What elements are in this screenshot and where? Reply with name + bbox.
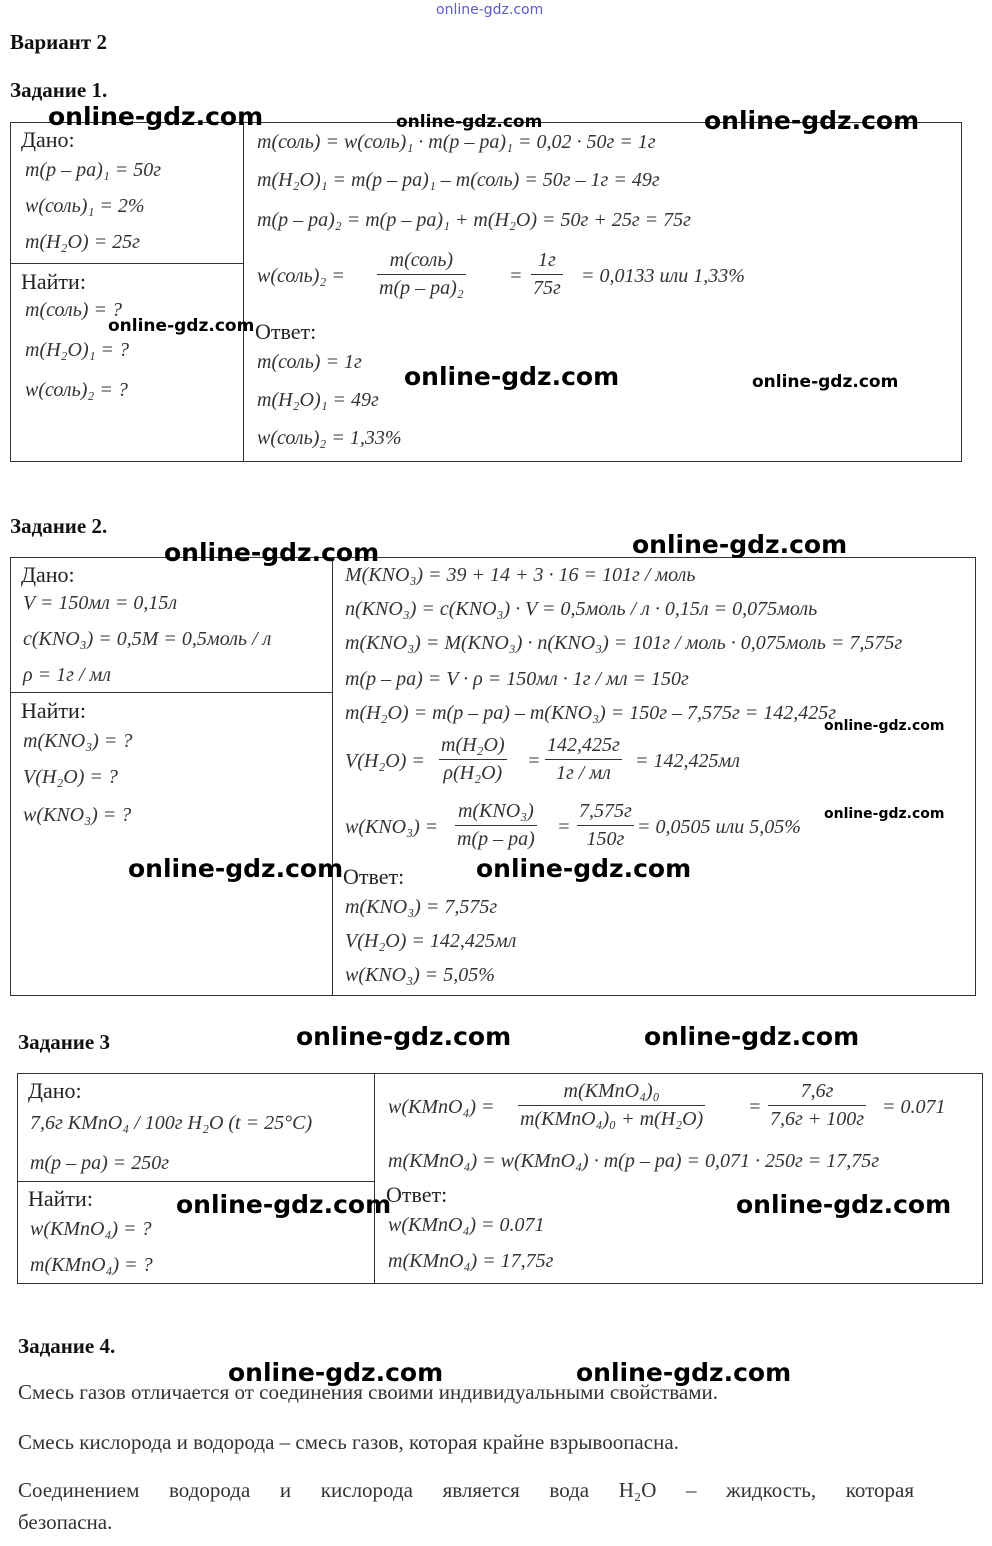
fraction xyxy=(545,734,622,785)
find-item: w(KNO₃) = ? xyxy=(23,804,132,826)
find-item: m(H₂O)₁ = ? xyxy=(25,339,130,361)
fraction-lhs: V(H₂O) = xyxy=(345,750,425,772)
equals-sign: = xyxy=(748,1096,762,1118)
fraction-denominator: m(p – pa) xyxy=(457,828,535,850)
task3-table xyxy=(17,1073,983,1284)
fraction-denominator: ρ(H₂O) xyxy=(443,762,503,784)
fraction-denominator: 75г xyxy=(533,277,561,299)
watermark: online-gdz.com xyxy=(176,1190,392,1219)
solution-line: M(KNO₃) = 39 + 14 + 3 · 16 = 101г / моль xyxy=(345,564,696,586)
watermark: online-gdz.com xyxy=(228,1358,444,1387)
fraction-numerator: 1г xyxy=(531,249,563,275)
given-item: m(H₂O) = 25г xyxy=(25,231,140,253)
answer-label: Ответ: xyxy=(255,319,317,344)
answer-item: m(H₂O)₁ = 49г xyxy=(257,389,379,411)
fraction xyxy=(531,249,563,300)
given-label: Дано: xyxy=(28,1078,82,1103)
answer-item: m(KMnO₄) = 17,75г xyxy=(388,1250,554,1272)
watermark: online-gdz.com xyxy=(736,1190,952,1219)
given-item: ρ = 1г / мл xyxy=(23,664,111,686)
given-label: Дано: xyxy=(21,562,75,587)
find-label: Найти: xyxy=(21,698,86,723)
fraction-result: = 142,425мл xyxy=(635,750,740,772)
fraction-result: = 0.071 xyxy=(882,1096,946,1118)
table-divider xyxy=(374,1074,375,1283)
variant-title: Вариант 2 xyxy=(10,30,107,54)
watermark: online-gdz.com xyxy=(164,538,380,567)
fraction-numerator: m(KNO₃) xyxy=(455,800,537,826)
find-item: w(KMnO₄) = ? xyxy=(30,1218,152,1240)
find-item: w(соль)₂ = ? xyxy=(25,379,128,401)
find-item: m(соль) = ? xyxy=(25,299,122,321)
fraction xyxy=(577,800,634,851)
fraction xyxy=(455,800,537,851)
fraction-numerator: m(KMnO₄)₀ xyxy=(518,1080,705,1106)
site-url: online-gdz.com xyxy=(436,2,544,18)
find-item: m(KMnO₄) = ? xyxy=(30,1254,153,1276)
watermark: online-gdz.com xyxy=(48,102,264,131)
answer-label: Ответ: xyxy=(343,864,405,889)
answer-item: m(соль) = 1г xyxy=(257,351,362,373)
task1-title: Задание 1. xyxy=(10,78,108,102)
find-item: m(KNO₃) = ? xyxy=(23,730,133,752)
given-item: m(p – pa) = 250г xyxy=(30,1152,170,1174)
given-item: 7,6г KMnO₄ / 100г H₂O (t = 25°C) xyxy=(30,1112,313,1134)
task2-title: Задание 2. xyxy=(10,514,108,538)
fraction-lhs: w(KMnO₄) = xyxy=(388,1096,495,1118)
watermark: online-gdz.com xyxy=(128,854,344,883)
answer-item: V(H₂O) = 142,425мл xyxy=(345,930,517,952)
watermark: online-gdz.com xyxy=(576,1358,792,1387)
watermark: online-gdz.com xyxy=(704,106,920,135)
fraction-numerator: m(соль) xyxy=(377,249,466,275)
watermark: online-gdz.com xyxy=(752,372,899,392)
table-divider xyxy=(332,558,333,995)
answer-item: w(KNO₃) = 5,05% xyxy=(345,964,495,986)
fraction xyxy=(518,1080,705,1131)
answer-label: Ответ: xyxy=(386,1182,448,1207)
fraction xyxy=(768,1080,866,1131)
equals-sign: = xyxy=(509,265,523,287)
given-item: c(KNO₃) = 0,5M = 0,5моль / л xyxy=(23,628,272,650)
solution-line: n(KNO₃) = c(KNO₃) · V = 0,5моль / л · 0,15л = 0,075моль xyxy=(345,598,818,620)
fraction xyxy=(439,734,507,785)
find-label: Найти: xyxy=(28,1186,93,1211)
fraction-denominator: 150г xyxy=(586,828,625,850)
fraction xyxy=(377,249,466,300)
given-item: m(p – pa)₁ = 50г xyxy=(25,159,162,181)
fraction-denominator: m(p – pa)₂ xyxy=(379,277,464,299)
fraction-numerator: 142,425г xyxy=(545,734,622,760)
find-label: Найти: xyxy=(21,269,86,294)
watermark: online-gdz.com xyxy=(396,112,543,132)
watermark: online-gdz.com xyxy=(632,530,848,559)
table-divider xyxy=(11,263,243,264)
equals-sign: = xyxy=(527,750,541,772)
solution-line: m(KNO₃) = M(KNO₃) · n(KNO₃) = 101г / моль · 0,075моль = 7,575г xyxy=(345,632,903,654)
solution-line: m(H₂O)₁ = m(p – pa)₁ – m(соль) = 50г – 1г = 49г xyxy=(257,169,660,191)
watermark: online-gdz.com xyxy=(296,1022,512,1051)
table-divider xyxy=(11,692,332,693)
solution-line: m(p – pa) = V · ρ = 150мл · 1г / мл = 150г xyxy=(345,668,689,690)
watermark: online-gdz.com xyxy=(824,718,945,734)
given-label: Дано: xyxy=(21,127,75,152)
solution-line: m(KMnO₄) = w(KMnO₄) · m(p – pa) = 0,071 · 250г = 17,75г xyxy=(388,1150,880,1172)
watermark: online-gdz.com xyxy=(644,1022,860,1051)
fraction-result: = 0,0505 или 5,05% xyxy=(637,816,801,838)
fraction-lhs: w(KNO₃) = xyxy=(345,816,439,838)
solution-line: m(соль) = w(соль)₁ · m(p – pa)₁ = 0,02 · 50г = 1г xyxy=(257,131,656,153)
find-item: V(H₂O) = ? xyxy=(23,766,118,788)
fraction-numerator: 7,6г xyxy=(768,1080,866,1106)
table-divider xyxy=(243,123,244,461)
task4-title: Задание 4. xyxy=(18,1334,116,1358)
paragraph: Соединением водорода и кислорода является вода H₂O – жидкость, которая xyxy=(18,1478,914,1502)
answer-item: m(KNO₃) = 7,575г xyxy=(345,896,498,918)
paragraph: безопасна. xyxy=(18,1510,113,1534)
table-divider xyxy=(18,1181,374,1182)
watermark: online-gdz.com xyxy=(824,806,945,822)
task3-title: Задание 3 xyxy=(18,1030,110,1054)
answer-item: w(KMnO₄) = 0.071 xyxy=(388,1214,545,1236)
fraction-lhs: w(соль)₂ = xyxy=(257,265,345,287)
given-item: w(соль)₁ = 2% xyxy=(25,195,145,217)
watermark: online-gdz.com xyxy=(476,854,692,883)
given-item: V = 150мл = 0,15л xyxy=(23,592,178,614)
equals-sign: = xyxy=(557,816,571,838)
paragraph: Смесь газов отличается от соединения своими индивидуальными свойствами. xyxy=(18,1380,718,1404)
answer-item: w(соль)₂ = 1,33% xyxy=(257,427,402,449)
task2-table xyxy=(10,557,976,996)
fraction-numerator: 7,575г xyxy=(577,800,634,826)
fraction-denominator: m(KMnO₄)₀ + m(H₂O) xyxy=(520,1108,704,1130)
fraction-denominator: 1г / мл xyxy=(555,762,611,784)
task1-table xyxy=(10,122,962,462)
watermark: online-gdz.com xyxy=(108,316,255,336)
fraction-denominator: 7,6г + 100г xyxy=(770,1108,865,1130)
watermark: online-gdz.com xyxy=(404,362,620,391)
paragraph: Смесь кислорода и водорода – смесь газов, которая крайне взрывоопасна. xyxy=(18,1430,679,1454)
solution-line: m(H₂O) = m(p – pa) – m(KNO₃) = 150г – 7,575г = 142,425г xyxy=(345,702,837,724)
fraction-result: = 0,0133 или 1,33% xyxy=(581,265,745,287)
solution-line: m(p – pa)₂ = m(p – pa)₁ + m(H₂O) = 50г + 25г = 75г xyxy=(257,209,691,231)
fraction-numerator: m(H₂O) xyxy=(439,734,507,760)
